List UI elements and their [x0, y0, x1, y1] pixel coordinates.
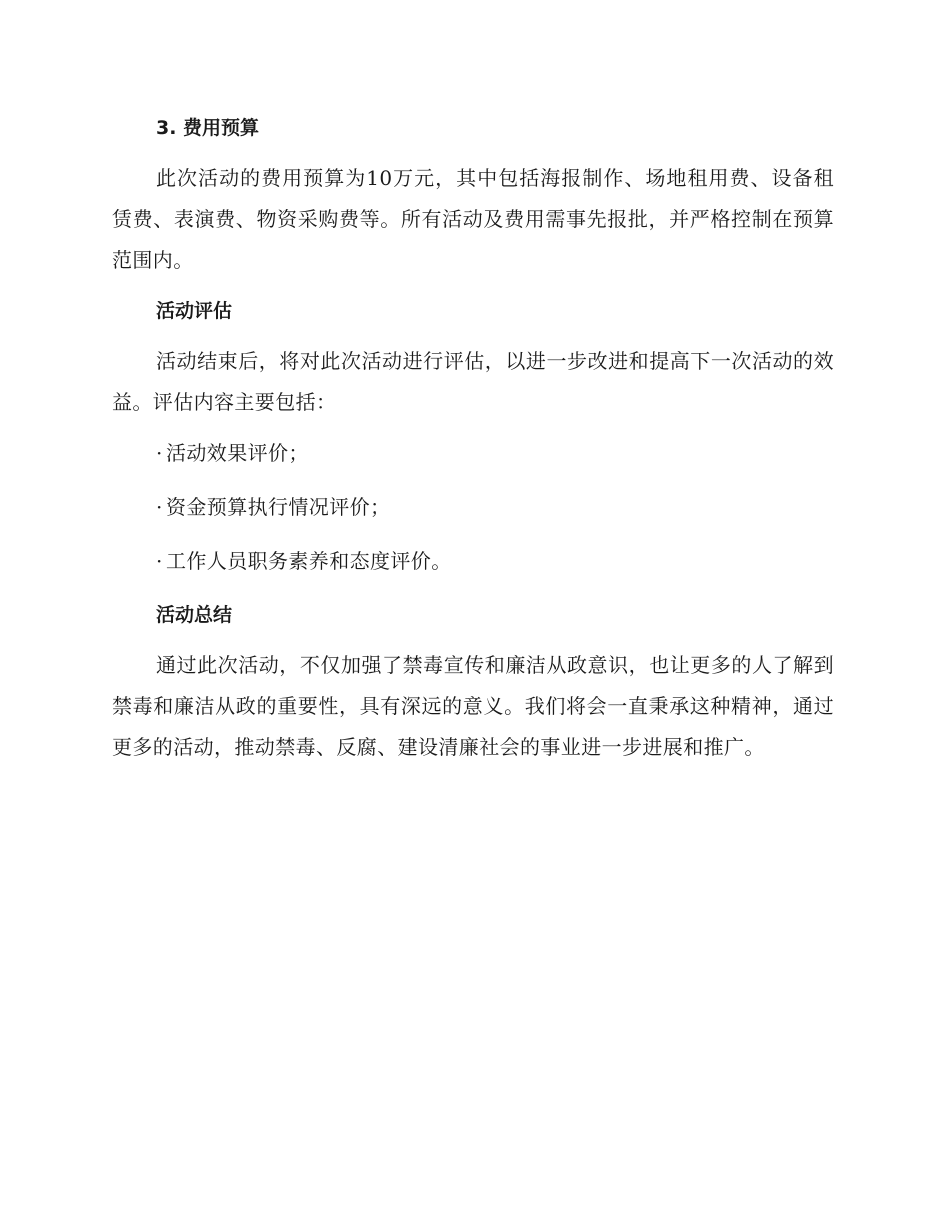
- evaluation-paragraph: 活动结束后，将对此次活动进行评估，以进一步改进和提高下一次活动的效益。评估内容主要包括：: [112, 349, 834, 414]
- bullet-dot: ·: [156, 441, 163, 465]
- evaluation-item-text: 工作人员职务素养和态度评价。: [166, 549, 452, 573]
- summary-heading: 活动总结: [156, 604, 233, 626]
- evaluation-item-2: [112, 487, 834, 528]
- evaluation-item-text: 资金预算执行情况评价；: [166, 495, 391, 519]
- evaluation-item-1: [112, 433, 834, 474]
- evaluation-item-3: [112, 541, 834, 582]
- evaluation-item-text: 活动效果评价；: [166, 441, 309, 465]
- bullet-dot: ·: [156, 495, 163, 519]
- evaluation-heading: 活动评估: [156, 300, 233, 322]
- budget-paragraph: 此次活动的费用预算为10万元，其中包括海报制作、场地租用费、设备租赁费、表演费、物资采购费等。所有活动及费用需事先报批，并严格控制在预算范围内。: [112, 166, 834, 272]
- summary-paragraph: 通过此次活动，不仅加强了禁毒宣传和廉洁从政意识，也让更多的人了解到禁毒和廉洁从政的重要性，具有深远的意义。我们将会一直秉承这种精神，通过更多的活动，推动禁毒、反腐、建设清廉社会的事业进一步进展和推广。: [112, 653, 834, 759]
- bullet-dot: ·: [156, 549, 163, 573]
- document-body: [112, 108, 834, 778]
- budget-heading: 3. 费用预算: [156, 117, 260, 139]
